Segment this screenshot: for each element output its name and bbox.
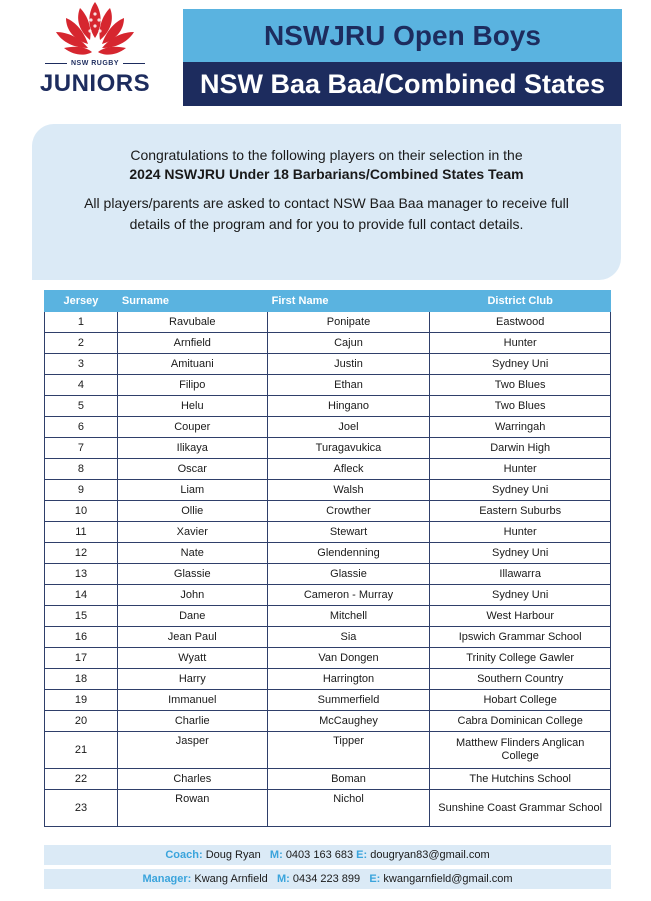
jersey-cell: 2	[45, 333, 118, 354]
jersey-cell: 6	[45, 417, 118, 438]
first-name-cell: Ponipate	[267, 312, 430, 333]
district-club-cell: Hobart College	[430, 690, 611, 711]
district-club-cell: Warringah	[430, 417, 611, 438]
table-row	[45, 522, 611, 543]
surname-cell: Ollie	[117, 501, 267, 522]
surname-cell: Rowan	[117, 790, 267, 827]
first-name-cell: Sia	[267, 627, 430, 648]
jersey-cell: 20	[45, 711, 118, 732]
first-name-cell: Stewart	[267, 522, 430, 543]
first-name-cell: Glassie	[267, 564, 430, 585]
surname-cell: Glassie	[117, 564, 267, 585]
surname-cell: Filipo	[117, 375, 267, 396]
manager-contact	[44, 869, 611, 889]
surname-cell: Jasper	[117, 732, 267, 769]
table-row	[45, 669, 611, 690]
jersey-cell: 22	[45, 769, 118, 790]
jersey-cell: 11	[45, 522, 118, 543]
table-row	[45, 790, 611, 827]
jersey-cell: 16	[45, 627, 118, 648]
table-row	[45, 396, 611, 417]
district-club-cell: Hunter	[430, 333, 611, 354]
district-club-cell: West Harbour	[430, 606, 611, 627]
jersey-cell: 23	[45, 790, 118, 827]
district-club-cell: Sydney Uni	[430, 354, 611, 375]
table-row	[45, 438, 611, 459]
surname-cell: Ravubale	[117, 312, 267, 333]
district-club-cell: Sydney Uni	[430, 480, 611, 501]
table-row	[45, 333, 611, 354]
surname-cell: Jean Paul	[117, 627, 267, 648]
district-club-cell: Southern Country	[430, 669, 611, 690]
jersey-cell: 13	[45, 564, 118, 585]
table-row	[45, 354, 611, 375]
first-name-cell: Nichol	[267, 790, 430, 827]
surname-cell: Arnfield	[117, 333, 267, 354]
district-club-cell: Ipswich Grammar School	[430, 627, 611, 648]
waratah-flower-icon	[50, 0, 140, 62]
jersey-cell: 21	[45, 732, 118, 769]
coach-contact	[44, 845, 611, 865]
header-district-club: District Club	[430, 291, 611, 312]
first-name-cell: Harrington	[267, 669, 430, 690]
jersey-cell: 19	[45, 690, 118, 711]
first-name-cell: Cameron - Murray	[267, 585, 430, 606]
surname-cell: Ilikaya	[117, 438, 267, 459]
first-name-cell: Van Dongen	[267, 648, 430, 669]
first-name-cell: Afleck	[267, 459, 430, 480]
coach-email[interactable]: dougryan83@gmail.com	[370, 849, 490, 861]
table-row	[45, 564, 611, 585]
district-club-cell: Hunter	[430, 459, 611, 480]
jersey-cell: 7	[45, 438, 118, 459]
jersey-cell: 1	[45, 312, 118, 333]
first-name-cell: Walsh	[267, 480, 430, 501]
surname-cell: Immanuel	[117, 690, 267, 711]
district-club-cell: Cabra Dominican College	[430, 711, 611, 732]
district-club-cell: Matthew Flinders Anglican College	[430, 732, 611, 769]
district-club-cell: Illawarra	[430, 564, 611, 585]
intro-panel	[32, 124, 621, 280]
surname-cell: Helu	[117, 396, 267, 417]
jersey-cell: 18	[45, 669, 118, 690]
first-name-cell: Hingano	[267, 396, 430, 417]
district-club-cell: Eastern Suburbs	[430, 501, 611, 522]
manager-mobile: 0434 223 899	[292, 873, 361, 885]
header-surname: Surname	[117, 291, 267, 312]
surname-cell: Dane	[117, 606, 267, 627]
district-club-cell: Sydney Uni	[430, 543, 611, 564]
logo-top-text: NSW RUGBY	[30, 60, 160, 67]
coach-email-label: E:	[356, 849, 368, 861]
table-row	[45, 769, 611, 790]
first-name-cell: Mitchell	[267, 606, 430, 627]
first-name-cell: Tipper	[267, 732, 430, 769]
header-jersey: Jersey	[45, 291, 118, 312]
surname-cell: John	[117, 585, 267, 606]
first-name-cell: Joel	[267, 417, 430, 438]
first-name-cell: McCaughey	[267, 711, 430, 732]
intro-line3: All players/parents are asked to contact NSW Baa Baa manager to receive full details of the program and for you to provide full contact details.	[84, 195, 569, 232]
district-club-cell: Eastwood	[430, 312, 611, 333]
coach-mobile-label: M:	[269, 849, 283, 861]
district-club-cell: Darwin High	[430, 438, 611, 459]
table-row	[45, 606, 611, 627]
jersey-cell: 12	[45, 543, 118, 564]
jersey-cell: 14	[45, 585, 118, 606]
table-row	[45, 627, 611, 648]
jersey-cell: 10	[45, 501, 118, 522]
surname-cell: Liam	[117, 480, 267, 501]
table-row	[45, 501, 611, 522]
surname-cell: Nate	[117, 543, 267, 564]
table-row	[45, 459, 611, 480]
header-title-line1: NSWJRU Open Boys	[183, 9, 622, 62]
first-name-cell: Crowther	[267, 501, 430, 522]
coach-label: Coach:	[165, 849, 203, 861]
jersey-cell: 15	[45, 606, 118, 627]
surname-cell: Charles	[117, 769, 267, 790]
coach-mobile: 0403 163 683	[285, 849, 354, 861]
first-name-cell: Cajun	[267, 333, 430, 354]
first-name-cell: Summerfield	[267, 690, 430, 711]
surname-cell: Xavier	[117, 522, 267, 543]
jersey-cell: 17	[45, 648, 118, 669]
coach-name: Doug Ryan	[205, 849, 261, 861]
nsw-rugby-juniors-logo	[30, 0, 160, 100]
manager-email-label: E:	[369, 873, 381, 885]
table-row	[45, 417, 611, 438]
jersey-cell: 9	[45, 480, 118, 501]
surname-cell: Wyatt	[117, 648, 267, 669]
first-name-cell: Ethan	[267, 375, 430, 396]
intro-line2: 2024 NSWJRU Under 18 Barbarians/Combined States Team	[129, 166, 524, 182]
district-club-cell: Trinity College Gawler	[430, 648, 611, 669]
table-row	[45, 711, 611, 732]
header-first-name: First Name	[267, 291, 430, 312]
district-club-cell: The Hutchins School	[430, 769, 611, 790]
manager-mobile-label: M:	[276, 873, 290, 885]
table-row	[45, 543, 611, 564]
first-name-cell: Turagavukica	[267, 438, 430, 459]
district-club-cell: Two Blues	[430, 375, 611, 396]
header-title-line2: NSW Baa Baa/Combined States	[183, 62, 622, 106]
surname-cell: Harry	[117, 669, 267, 690]
manager-label: Manager:	[142, 873, 192, 885]
first-name-cell: Boman	[267, 769, 430, 790]
table-row	[45, 585, 611, 606]
district-club-cell: Hunter	[430, 522, 611, 543]
surname-cell: Oscar	[117, 459, 267, 480]
jersey-cell: 4	[45, 375, 118, 396]
manager-name: Kwang Arnfield	[194, 873, 268, 885]
player-table	[44, 290, 611, 827]
table-row	[45, 690, 611, 711]
table-row	[45, 480, 611, 501]
jersey-cell: 8	[45, 459, 118, 480]
surname-cell: Couper	[117, 417, 267, 438]
district-club-cell: Two Blues	[430, 396, 611, 417]
surname-cell: Amituani	[117, 354, 267, 375]
manager-email[interactable]: kwangarnfield@gmail.com	[383, 873, 513, 885]
jersey-cell: 5	[45, 396, 118, 417]
table-row	[45, 312, 611, 333]
table-row	[45, 648, 611, 669]
district-club-cell: Sydney Uni	[430, 585, 611, 606]
intro-line1: Congratulations to the following players on their selection in the	[130, 147, 523, 163]
first-name-cell: Glendenning	[267, 543, 430, 564]
jersey-cell: 3	[45, 354, 118, 375]
table-header-row	[45, 291, 611, 312]
district-club-cell: Sunshine Coast Grammar School	[430, 790, 611, 827]
surname-cell: Charlie	[117, 711, 267, 732]
first-name-cell: Justin	[267, 354, 430, 375]
table-row	[45, 375, 611, 396]
table-row	[45, 732, 611, 769]
logo-main-text: JUNIORS	[39, 70, 151, 97]
